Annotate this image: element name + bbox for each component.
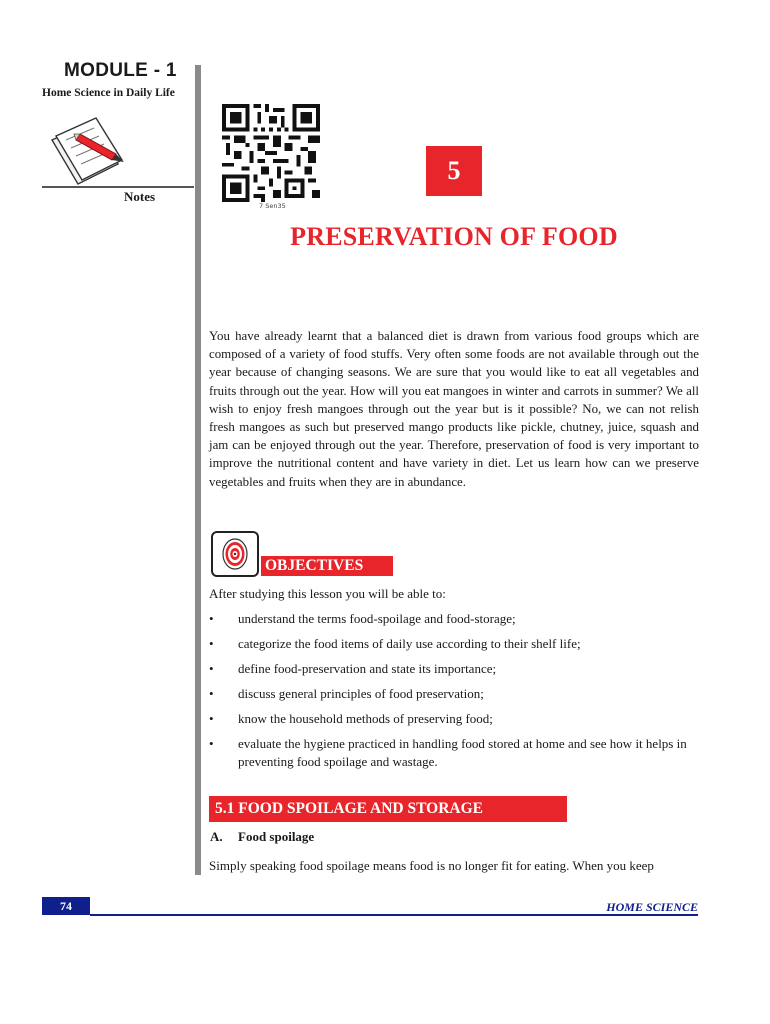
module-subtitle: Home Science in Daily Life bbox=[42, 87, 175, 99]
subsection-title: Food spoilage bbox=[238, 829, 315, 844]
intro-paragraph: You have already learnt that a balanced diet is drawn from various food groups which are composed of a variety of food stuffs. Very often some foods are not available through out the year because of changing seasons. We are sure that you would like to eat all vegetables and fruits through out the year. How will you eat mangoes in winter and carrots in summer? We all wish to enjoy fresh mangoes through out the year but is it possible? No, we can not relish fresh mangoes as such but preserved mango products like pickle, chutney, juice, squash and jam can be enjoyed through out the year. Therefore, preservation of food is very important to improve the nutritional content and have variety in diet. Let us learn how can we preserve vegetables and fruits when they are in abundance. bbox=[209, 329, 699, 489]
objectives-heading: OBJECTIVES bbox=[261, 556, 393, 576]
notes-divider bbox=[42, 186, 194, 188]
objectives-target-icon bbox=[211, 531, 259, 577]
qr-code[interactable] bbox=[222, 104, 320, 202]
chapter-number: 5 bbox=[426, 146, 482, 196]
subsection-label: A. bbox=[210, 829, 223, 844]
chapter-title: PRESERVATION OF FOOD bbox=[290, 222, 618, 251]
section-paragraph: Simply speaking food spoilage means food is no longer fit for eating. When you keep bbox=[209, 858, 654, 873]
objectives-lead: After studying this lesson you will be able to: bbox=[209, 586, 446, 601]
qr-caption: 7 Sen35 bbox=[259, 202, 286, 210]
list-item: • categorize the food items of daily use according to their shelf life; bbox=[209, 636, 581, 651]
bullet: • bbox=[209, 661, 214, 676]
list-item: • understand the terms food-spoilage and food-storage; bbox=[209, 611, 516, 626]
bullet: • bbox=[209, 711, 214, 726]
notepad-pencil-icon bbox=[42, 112, 142, 192]
list-item: • know the household methods of preserving food; bbox=[209, 711, 493, 726]
list-item: • define food-preservation and state its importance; bbox=[209, 661, 497, 676]
margin-rule bbox=[195, 65, 201, 875]
notes-label: Notes bbox=[124, 189, 156, 204]
subsection-heading bbox=[210, 829, 314, 845]
list-item: • discuss general principles of food preservation; bbox=[209, 686, 484, 701]
bullet: • bbox=[209, 686, 214, 701]
objectives-list bbox=[209, 610, 704, 778]
list-item: • evaluate the hygiene practiced in handling food stored at home and see how it helps in preventing food spoilage and wastage. bbox=[209, 736, 687, 769]
module-title: MODULE - 1 bbox=[64, 60, 177, 81]
bullet: • bbox=[209, 736, 214, 751]
bullet: • bbox=[209, 611, 214, 626]
section-heading: 5.1 FOOD SPOILAGE AND STORAGE bbox=[209, 796, 567, 822]
bullet: • bbox=[209, 636, 214, 651]
page-number: 74 bbox=[42, 897, 90, 915]
footer-book-title: HOME SCIENCE bbox=[606, 900, 698, 914]
